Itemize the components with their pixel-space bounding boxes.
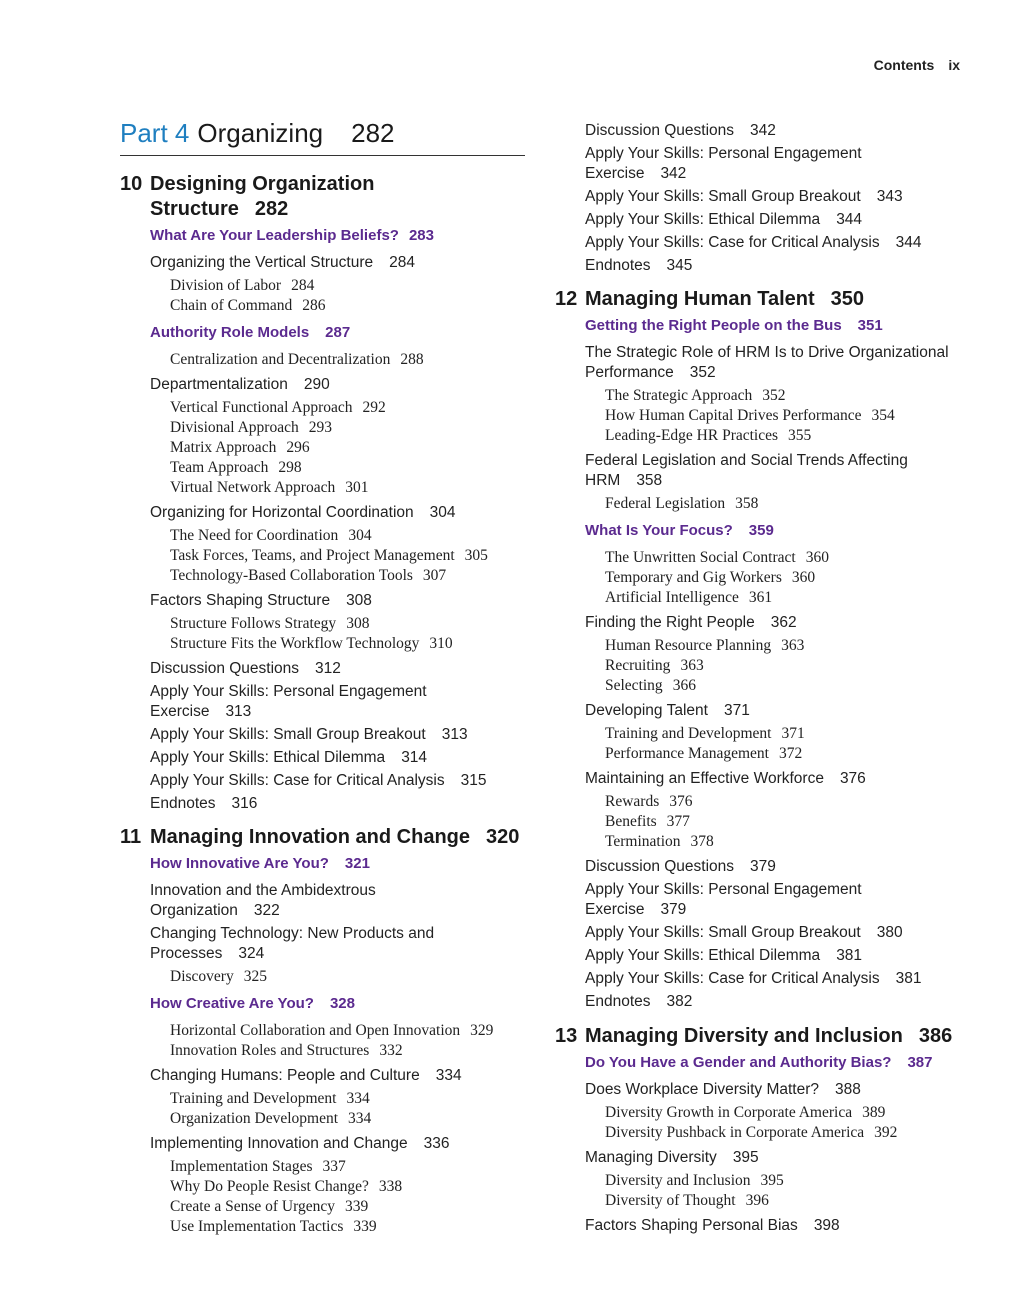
- toc-section-entry: Does Workplace Diversity Matter? 388: [585, 1081, 861, 1098]
- toc-subsection-entry: Organization Development 334: [170, 1110, 372, 1127]
- toc-subsection-entry: Vertical Functional Approach 292: [170, 399, 386, 416]
- chapter-title: Managing Human Talent: [585, 288, 815, 310]
- toc-subsection-entry: Discovery 325: [170, 968, 267, 985]
- chapter-title: Managing Diversity and Inclusion: [585, 1025, 903, 1047]
- toc-section-entry: Apply Your Skills: Case for Critical Analysis 344: [585, 234, 922, 251]
- toc-subsection-entry: The Strategic Approach 352: [605, 387, 786, 404]
- toc-section-entry: Apply Your Skills: Case for Critical Analysis 381: [585, 970, 922, 987]
- toc-section-entry: Discussion Questions 379: [585, 858, 776, 875]
- toc-section-entry: Endnotes 345: [585, 257, 693, 274]
- part-label: Part 4: [120, 118, 190, 148]
- toc-subsection-entry: Recruiting 363: [605, 657, 704, 674]
- toc-subsection-entry: Technology-Based Collaboration Tools 307: [170, 567, 447, 584]
- toc-subsection-entry: How Human Capital Drives Performance 354: [605, 407, 895, 424]
- toc-section-entry: Apply Your Skills: Case for Critical Analysis 315: [150, 772, 487, 789]
- toc-subsection-entry: Implementation Stages 337: [170, 1158, 346, 1175]
- chapter-title: Designing Organization: [150, 173, 375, 195]
- chapter-heading: [120, 825, 519, 850]
- running-head-label: Contents: [873, 57, 935, 73]
- chapter-number: 11: [120, 826, 142, 848]
- toc-quiz-entry: What Are Your Leadership Beliefs? 283: [150, 227, 434, 244]
- toc-quiz-entry: Getting the Right People on the Bus 351: [585, 317, 883, 334]
- part-page: 282: [351, 118, 395, 148]
- toc-section-entry: Federal Legislation and Social Trends Affecting HRM 358: [585, 452, 908, 489]
- toc-section-entry: Apply Your Skills: Personal Engagement Exercise 342: [585, 145, 862, 182]
- toc-section-entry: Maintaining an Effective Workforce 376: [585, 770, 866, 787]
- toc-subsection-entry: Federal Legislation 358: [605, 495, 759, 512]
- toc-subsection-entry: Chain of Command 286: [170, 297, 326, 314]
- toc-subsection-entry: Why Do People Resist Change? 338: [170, 1178, 403, 1195]
- toc-subsection-entry: The Need for Coordination 304: [170, 527, 372, 544]
- toc-subsection-entry: Structure Follows Strategy 308: [170, 615, 370, 632]
- toc-subsection-entry: Horizontal Collaboration and Open Innovation 329: [170, 1022, 494, 1039]
- toc-subsection-entry: Termination 378: [605, 833, 714, 850]
- toc-section-entry: Apply Your Skills: Ethical Dilemma 381: [585, 947, 863, 964]
- toc-section-entry: Factors Shaping Structure 308: [150, 592, 372, 609]
- toc-subsection-entry: Benefits 377: [605, 813, 690, 830]
- chapter-page: 350: [830, 288, 865, 310]
- toc-section-entry: Managing Diversity 395: [585, 1149, 759, 1166]
- toc-section-entry: Apply Your Skills: Ethical Dilemma 314: [150, 749, 428, 766]
- toc-subsection-entry: Diversity of Thought 396: [605, 1192, 769, 1209]
- toc-subsection-entry: Matrix Approach 296: [170, 439, 310, 456]
- toc-section-entry: Endnotes 316: [150, 795, 258, 812]
- chapter-number: 12: [555, 288, 578, 310]
- chapter-number: 13: [555, 1025, 578, 1047]
- chapter-heading: [120, 172, 374, 222]
- toc-subsection-entry: Training and Development 371: [605, 725, 805, 742]
- toc-section-entry: Apply Your Skills: Small Group Breakout 343: [585, 188, 903, 205]
- toc-section-entry: Innovation and the Ambidextrous Organization 322: [150, 882, 376, 919]
- toc-quiz-entry: How Creative Are You? 328: [150, 995, 355, 1012]
- toc-subsection-entry: Diversity Pushback in Corporate America 392: [605, 1124, 898, 1141]
- toc-section-entry: Changing Technology: New Products and Processes 324: [150, 925, 435, 962]
- toc-subsection-entry: Temporary and Gig Workers 360: [605, 569, 816, 586]
- chapter-page: 282: [254, 198, 289, 220]
- toc-subsection-entry: Use Implementation Tactics 339: [170, 1218, 377, 1235]
- chapter-title: Managing Innovation and Change: [150, 826, 470, 848]
- toc-section-entry: Departmentalization 290: [150, 376, 330, 393]
- chapter-heading: [555, 1024, 952, 1049]
- toc-quiz-entry: How Innovative Are You? 321: [150, 855, 370, 872]
- toc-subsection-entry: Rewards 376: [605, 793, 693, 810]
- toc-section-entry: Changing Humans: People and Culture 334: [150, 1067, 462, 1084]
- toc-quiz-entry: What Is Your Focus? 359: [585, 522, 774, 539]
- toc-section-entry: Apply Your Skills: Personal Engagement Exercise 379: [585, 881, 862, 918]
- toc-section-entry: Endnotes 382: [585, 993, 693, 1010]
- toc-section-entry: Implementing Innovation and Change 336: [150, 1135, 450, 1152]
- toc-subsection-entry: The Unwritten Social Contract 360: [605, 549, 829, 566]
- toc-subsection-entry: Leading-Edge HR Practices 355: [605, 427, 812, 444]
- toc-subsection-entry: Artificial Intelligence 361: [605, 589, 773, 606]
- chapter-title-continued: Structure: [150, 198, 239, 220]
- toc-subsection-entry: Centralization and Decentralization 288: [170, 351, 424, 368]
- toc-section-entry: Apply Your Skills: Small Group Breakout 313: [150, 726, 468, 743]
- toc-subsection-entry: Divisional Approach 293: [170, 419, 332, 436]
- toc-section-entry: Organizing for Horizontal Coordination 304: [150, 504, 456, 521]
- page-number: ix: [948, 57, 960, 73]
- toc-quiz-entry: Authority Role Models 287: [150, 324, 351, 341]
- chapter-page: 386: [918, 1025, 953, 1047]
- toc-subsection-entry: Virtual Network Approach 301: [170, 479, 369, 496]
- toc-subsection-entry: Performance Management 372: [605, 745, 803, 762]
- toc-section-entry: Discussion Questions 342: [585, 122, 776, 139]
- toc-section-entry: Apply Your Skills: Small Group Breakout 380: [585, 924, 903, 941]
- part-title: Organizing: [197, 118, 324, 148]
- toc-subsection-entry: Diversity and Inclusion 395: [605, 1172, 784, 1189]
- toc-subsection-entry: Human Resource Planning 363: [605, 637, 805, 654]
- chapter-number: 10: [120, 173, 143, 195]
- toc-section-entry: Apply Your Skills: Personal Engagement Exercise 313: [150, 683, 427, 720]
- part-heading: [120, 116, 395, 150]
- toc-subsection-entry: Create a Sense of Urgency 339: [170, 1198, 369, 1215]
- toc-subsection-entry: Task Forces, Teams, and Project Management 305: [170, 547, 488, 564]
- toc-quiz-entry: Do You Have a Gender and Authority Bias? 387: [585, 1054, 933, 1071]
- toc-subsection-entry: Team Approach 298: [170, 459, 302, 476]
- part-divider: [120, 155, 525, 156]
- toc-section-entry: Developing Talent 371: [585, 702, 750, 719]
- toc-section-entry: The Strategic Role of HRM Is to Drive Organizational Performance 352: [585, 344, 949, 381]
- chapter-heading: [555, 287, 864, 312]
- chapter-page: 320: [486, 826, 520, 848]
- toc-subsection-entry: Division of Labor 284: [170, 277, 315, 294]
- toc-subsection-entry: Structure Fits the Workflow Technology 310: [170, 635, 453, 652]
- toc-section-entry: Factors Shaping Personal Bias 398: [585, 1217, 840, 1234]
- toc-subsection-entry: Training and Development 334: [170, 1090, 370, 1107]
- toc-section-entry: Apply Your Skills: Ethical Dilemma 344: [585, 211, 863, 228]
- toc-subsection-entry: Selecting 366: [605, 677, 696, 694]
- toc-section-entry: Finding the Right People 362: [585, 614, 797, 631]
- toc-subsection-entry: Innovation Roles and Structures 332: [170, 1042, 403, 1059]
- toc-section-entry: Discussion Questions 312: [150, 660, 341, 677]
- toc-section-entry: Organizing the Vertical Structure 284: [150, 254, 416, 271]
- running-head: [874, 57, 960, 73]
- toc-subsection-entry: Diversity Growth in Corporate America 389: [605, 1104, 886, 1121]
